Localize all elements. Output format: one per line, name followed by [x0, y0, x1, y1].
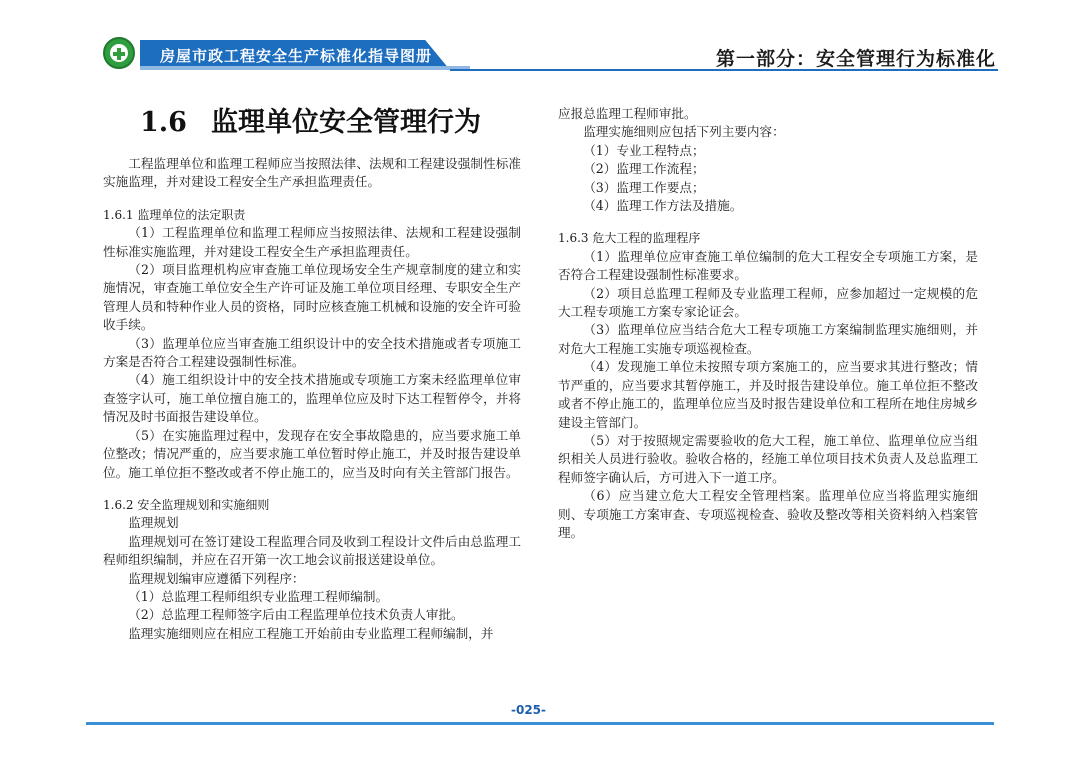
paragraph: 监理实施细则应包括下列主要内容： [583, 124, 785, 140]
paragraph: （1）工程监理单位和监理工程师应当按照法律、法规和工程建设强制性标准实施监理，并对建设工程安全生产承担监理责任。 [103, 225, 521, 259]
paragraph: 监理实施细则应在相应工程施工开始前由专业监理工程师编制，并 [128, 625, 494, 641]
list-item: （3）监理工作要点； [583, 179, 705, 195]
paragraph: 监理规划可在签订建设工程监理合同及收到工程设计文件后由总监理工程师组织编制，并应在召开第一次工地会议前报送建设单位。 [103, 533, 521, 568]
safety-cross-logo-icon [103, 37, 135, 69]
left-column [103, 155, 521, 643]
list-item: （1）专业工程特点； [583, 142, 705, 158]
paragraph-label: 监理规划 [128, 515, 179, 531]
paragraph: （5）对于按照规定需要验收的危大工程，施工单位、监理单位应当组织相关人员进行验收。验收合格的，经施工单位项目技术负责人及总监理工程师签字确认后，方可进入下一道工序。 [558, 432, 978, 485]
book-title: 房屋市政工程安全生产标准化指导图册 [160, 47, 433, 65]
right-column [558, 105, 978, 542]
paragraph: （5）在实施监理过程中，发现存在安全事故隐患的，应当要求施工单位整改；情况严重的，应当要求施工单位暂时停止施工，并及时报告建设单位。施工单位拒不整改或者不停止施工的，应当及时向有关主管部门报告。 [103, 427, 521, 480]
paragraph: （3）监理单位应当结合危大工程专项施工方案编制监理实施细则，并对危大工程施工实施专项巡视检查。 [558, 322, 978, 356]
page-header [0, 0, 1080, 90]
subsection-heading: 1.6.2 安全监理规划和实施细则 [103, 497, 270, 512]
section-title: 第一部分：安全管理行为标准化 [715, 48, 996, 70]
paragraph: （2）项目监理机构应审查施工单位现场安全生产规章制度的建立和实施情况，审查施工单位安全生产许可证及施工单位项目经理、专职安全生产管理人员和特种作业人员的资格，同时应核查施工机械和设施的安全许可验收手续。 [103, 262, 521, 333]
chapter-number: 1.6 [140, 107, 187, 138]
subsection-heading: 1.6.1 监理单位的法定职责 [103, 207, 246, 222]
paragraph: （6）应当建立危大工程安全管理档案。监理单位应当将监理实施细则、专项施工方案审查、专项巡视检查、验收及整改等相关资料纳入档案管理。 [558, 488, 978, 540]
paragraph: （2）项目总监理工程师及专业监理工程师，应参加超过一定规模的危大工程专项施工方案专家论证会。 [558, 285, 978, 320]
list-item: （2）总监理工程师签字后由工程监理单位技术负责人审批。 [128, 607, 464, 623]
list-item: （1）总监理工程师组织专业监理工程师编制。 [128, 588, 389, 604]
intro-paragraph: 工程监理单位和监理工程师应当按照法律、法规和工程建设强制性标准实施监理，并对建设工程安全生产承担监理责任。 [103, 156, 521, 190]
footer-rule [86, 722, 994, 725]
chapter-title: 监理单位安全管理行为 [210, 107, 481, 138]
paragraph: （4）施工组织设计中的安全技术措施或专项施工方案未经监理单位审查签字认可，施工单位擅自施工的，监理单位应及时下达工程暂停令，并将情况及时书面报告建设单位。 [103, 372, 521, 425]
list-item: （4）监理工作方法及措施。 [583, 198, 743, 214]
subsection-heading: 1.6.3 危大工程的监理程序 [558, 231, 701, 246]
page-number: -025- [511, 703, 547, 717]
paragraph: （4）发现施工单位未按照专项方案施工的，应当要求其进行整改；情节严重的，应当要求其暂停施工，并及时报告建设单位。施工单位拒不整改或者不停止施工的，监理单位应当及时报告建设单位和工程所在地住房城乡建设主管部门。 [558, 359, 978, 430]
paragraph: （1）监理单位应审查施工单位编制的危大工程安全专项施工方案，是否符合工程建设强制性标准要求。 [558, 248, 978, 283]
paragraph: 监理规划编审应遵循下列程序： [128, 570, 305, 586]
list-item: （2）监理工作流程； [583, 161, 705, 177]
header-band-shadow [140, 66, 470, 70]
paragraph-continuation: 应报总监理工程师审批。 [558, 106, 697, 121]
paragraph: （3）监理单位应当审查施工组织设计中的安全技术措施或者专项施工方案是否符合工程建设强制性标准。 [103, 335, 521, 370]
chapter-heading [140, 100, 481, 139]
